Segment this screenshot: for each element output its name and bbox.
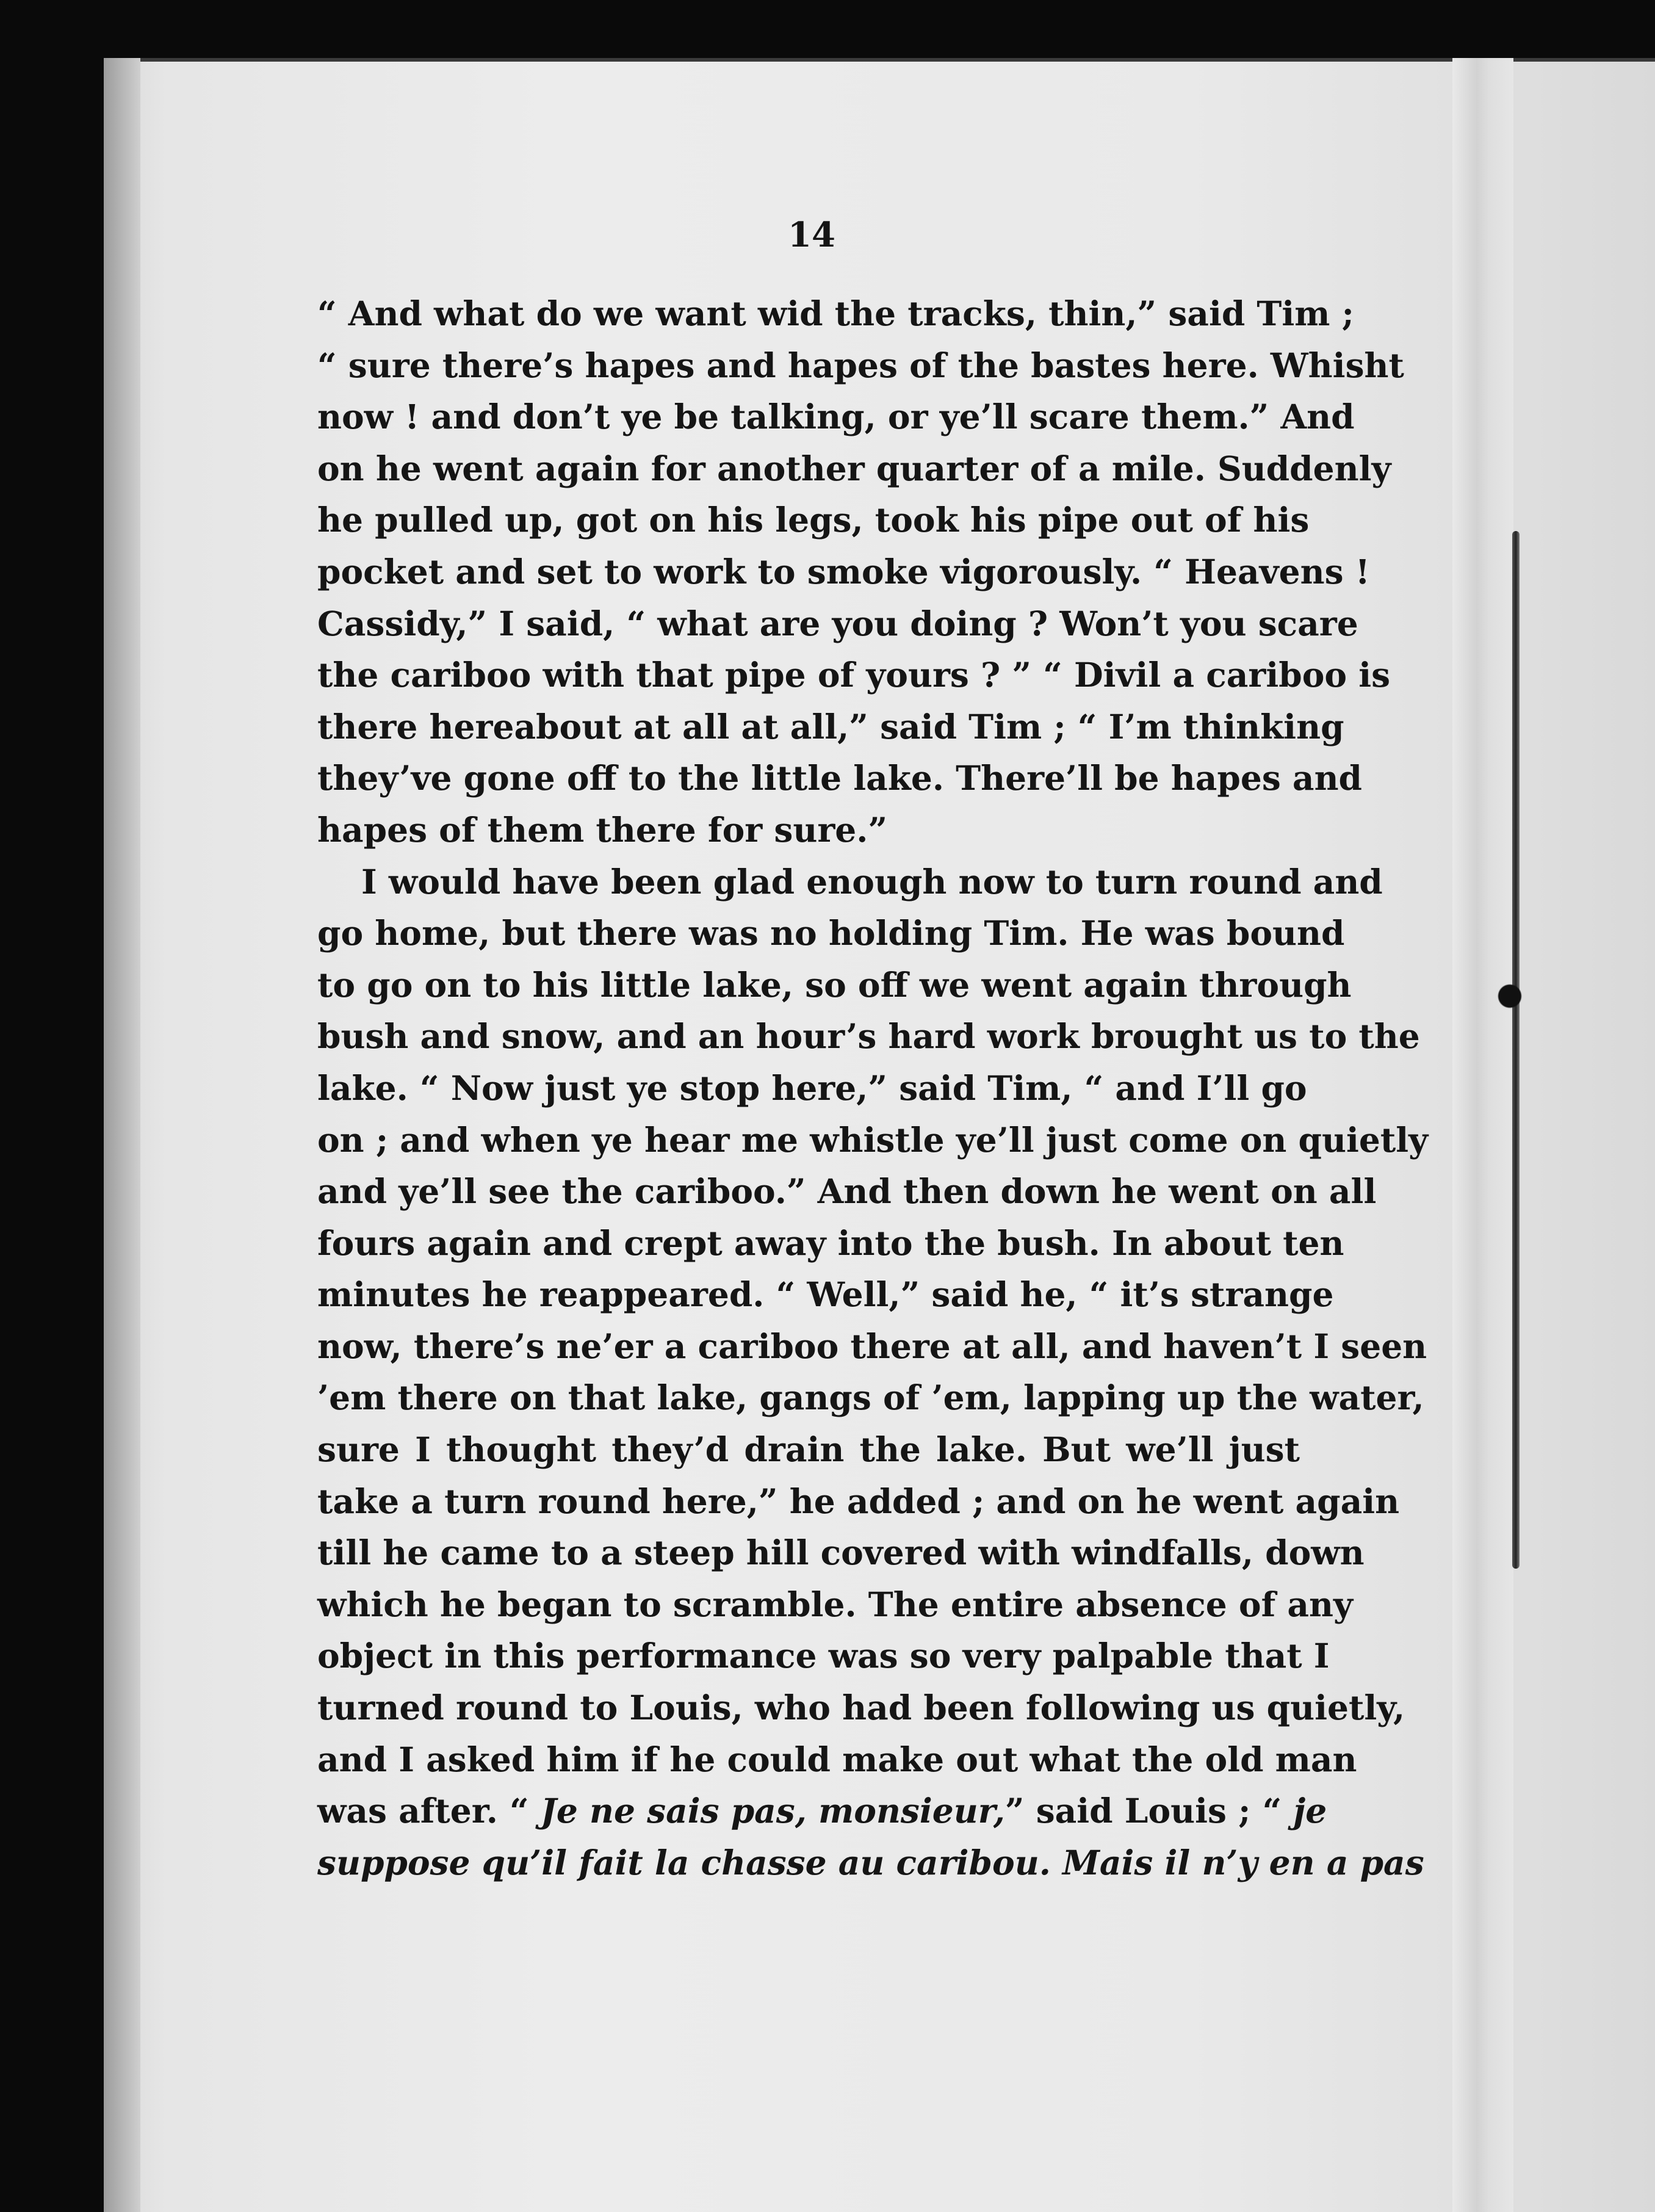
text-segment: there hereabout at all at all,” said Tim ; “ I’m thinking	[317, 706, 1344, 746]
text-line	[317, 804, 1300, 856]
text-segment: was after. “	[317, 1791, 541, 1831]
text-segment: “ And what do we want wid the tracks, thin,” said Tim ;	[317, 294, 1354, 333]
text-line	[317, 753, 1363, 804]
page-number: 14	[788, 215, 835, 255]
body-text	[317, 288, 1429, 1889]
text-segment: turned round to Louis, who had been following us quietly,	[317, 1688, 1405, 1728]
text-line	[317, 1372, 1424, 1424]
text-line	[317, 960, 1352, 1011]
text-segment: bush and snow, and an hour’s hard work brought us to the	[317, 1016, 1420, 1057]
text-segment: lake. “ Now just ye stop here,” said Tim, “ and I’ll go	[317, 1068, 1307, 1108]
text-segment: take a turn round here,” he added ; and on he went again	[317, 1481, 1400, 1521]
text-line	[317, 1837, 1424, 1889]
text-line	[317, 856, 1383, 908]
text-line	[317, 908, 1345, 960]
text-line	[317, 494, 1310, 546]
text-segment: he pulled up, got on his legs, took his pipe out of his	[317, 500, 1310, 540]
text-segment: now ! and don’t ye be talking, or ye’ll scare them.” And	[317, 397, 1355, 437]
text-segment: which he began to scramble. The entire absence of any	[317, 1584, 1353, 1624]
italic-text: je	[1293, 1791, 1327, 1831]
text-segment: on he went again for another quarter of a mile. Suddenly	[317, 448, 1391, 488]
text-line	[317, 1527, 1365, 1579]
text-segment: ’em there on that lake, gangs of ’em, lapping up the water,	[317, 1378, 1424, 1418]
text-line	[317, 649, 1391, 701]
text-segment: “ sure there’s hapes and hapes of the bastes here. Whisht	[317, 345, 1404, 385]
text-line	[317, 1063, 1307, 1115]
page-edge	[104, 58, 140, 2212]
binding-thread	[1512, 531, 1520, 1569]
page-gutter	[1452, 58, 1513, 2212]
text-segment: and I asked him if he could make out what the old man	[317, 1739, 1357, 1779]
text-line	[317, 1682, 1405, 1734]
text-segment: minutes he reappeared. “ Well,” said he, “ it’s strange	[317, 1274, 1334, 1315]
text-line	[317, 1321, 1427, 1373]
text-segment: go home, but there was no holding Tim. He was bound	[317, 913, 1345, 953]
text-segment: hapes of them there for sure.”	[317, 809, 888, 850]
text-line	[317, 546, 1370, 598]
text-segment: the cariboo with that pipe of yours ? ” “ Divil a cariboo is	[317, 655, 1391, 695]
text-line	[317, 391, 1355, 443]
text-segment: I would have been glad enough now to turn round and	[361, 861, 1383, 902]
text-line	[317, 1269, 1334, 1321]
text-line	[317, 1785, 1327, 1837]
text-line	[317, 1424, 1300, 1476]
binding-knot	[1491, 977, 1528, 1025]
text-line	[317, 340, 1404, 392]
text-line	[317, 1218, 1344, 1270]
text-line	[317, 701, 1344, 753]
text-segment: and ye’ll see the cariboo.” And then down he went on all	[317, 1171, 1377, 1212]
text-segment: object in this performance was so very palpable that I	[317, 1636, 1330, 1676]
text-segment: fours again and crept away into the bush. In about ten	[317, 1223, 1344, 1263]
text-line	[317, 443, 1391, 495]
text-segment: pocket and set to work to smoke vigorously. “ Heavens !	[317, 551, 1370, 591]
text-line	[317, 1011, 1420, 1063]
text-segment: ” said Louis ; “	[1004, 1791, 1294, 1831]
text-segment: to go on to his little lake, so off we went again through	[317, 964, 1352, 1005]
text-line	[317, 288, 1354, 340]
text-segment: on ; and when ye hear me whistle ye’ll just come on quietly	[317, 1119, 1429, 1160]
text-line	[317, 1476, 1400, 1528]
text-segment: sure I thought they’d drain the lake. But we’ll just	[317, 1429, 1300, 1470]
text-line	[317, 598, 1358, 650]
italic-text: Je ne sais pas, monsieur,	[540, 1791, 1005, 1831]
text-segment: they’ve gone off to the little lake. There’ll be hapes and	[317, 758, 1363, 798]
text-line	[317, 1166, 1377, 1218]
text-line	[317, 1579, 1353, 1631]
italic-text: suppose qu’il fait la chasse au caribou. Mais il n’y en a pas	[317, 1842, 1424, 1882]
text-line	[317, 1734, 1357, 1786]
text-segment: till he came to a steep hill covered with windfalls, down	[317, 1533, 1365, 1573]
text-line	[317, 1630, 1330, 1682]
text-segment: Cassidy,” I said, “ what are you doing ? Won’t you scare	[317, 603, 1358, 643]
text-line	[317, 1115, 1429, 1166]
text-segment: now, there’s ne’er a cariboo there at all, and haven’t I seen	[317, 1326, 1427, 1366]
